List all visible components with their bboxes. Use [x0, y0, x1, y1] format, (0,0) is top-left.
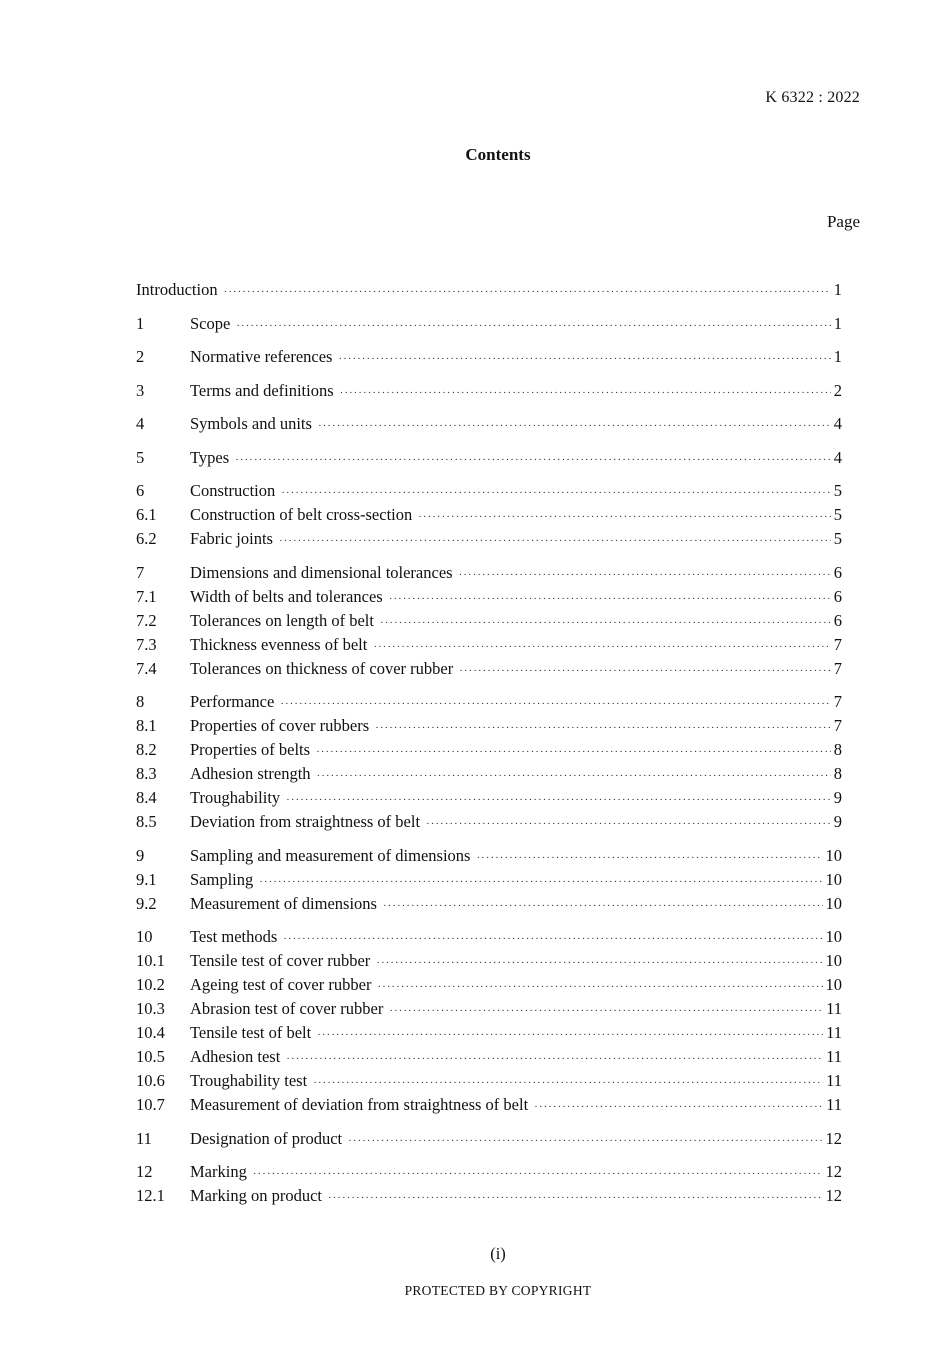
toc-entry[interactable] — [136, 810, 842, 834]
toc-entry-number: 12.1 — [136, 1186, 165, 1205]
toc-entry-page: 8 — [833, 764, 842, 783]
toc-entry[interactable] — [136, 1069, 842, 1093]
toc-entry-number: 10.4 — [136, 1023, 165, 1042]
dot-leader — [280, 692, 830, 716]
toc-entry-label: Tolerances on thickness of cover rubber — [190, 658, 454, 678]
toc-entry-number: 2 — [136, 347, 145, 366]
toc-entry[interactable] — [136, 345, 842, 369]
toc-entry[interactable] — [136, 1160, 842, 1184]
dot-leader — [259, 870, 822, 894]
toc-entry-label: Adhesion test — [190, 1047, 281, 1066]
toc-entry[interactable] — [136, 585, 842, 609]
toc-entry-page: 9 — [833, 788, 842, 807]
toc-entry-label: Test methods — [190, 927, 278, 946]
toc-entry-label: Troughability — [190, 788, 281, 807]
toc-entry[interactable] — [136, 1127, 842, 1151]
toc-entry-label: Deviation from straightness of belt — [190, 812, 421, 831]
toc-entry-page: 4 — [833, 447, 842, 467]
toc-entry-number: 8.4 — [136, 788, 157, 807]
toc-entry-page: 7 — [833, 634, 842, 654]
toc-entry-label: Thickness evenness of belt — [190, 634, 368, 654]
dot-leader — [317, 764, 831, 788]
toc-entry-number: 7.3 — [136, 634, 157, 654]
toc-entry-label: Measurement of deviation from straightness of belt — [190, 1095, 529, 1114]
toc-entry[interactable] — [136, 738, 842, 762]
toc-entry-page: 10 — [825, 869, 842, 889]
toc-entry-label: Tensile test of belt — [190, 1023, 312, 1042]
toc-entry-page: 10 — [825, 975, 842, 994]
toc-entry-label: Designation of product — [190, 1128, 343, 1148]
toc-entry-label: Performance — [190, 692, 275, 711]
toc-entry-page: 10 — [825, 893, 842, 913]
toc-entry[interactable] — [136, 479, 842, 503]
dot-leader — [426, 812, 831, 836]
toc-entry-number: 1 — [136, 313, 145, 333]
toc-entry[interactable] — [136, 412, 842, 436]
toc-entry-page: 6 — [833, 610, 842, 630]
toc-entry[interactable] — [136, 527, 842, 551]
dot-leader — [281, 481, 831, 505]
toc-entry-number: 10.3 — [136, 999, 165, 1018]
dot-leader — [348, 1129, 822, 1153]
toc-entry-label: Sampling and measurement of dimensions — [190, 845, 471, 865]
toc-entry-page: 1 — [833, 313, 842, 333]
dot-leader — [459, 563, 831, 587]
toc-entry-number: 8.5 — [136, 812, 157, 831]
toc-entry-number: 8 — [136, 692, 145, 711]
dot-leader — [286, 788, 831, 812]
dot-leader — [328, 1186, 823, 1210]
toc-entry[interactable] — [136, 949, 842, 973]
toc-entry-number: 3 — [136, 380, 145, 400]
toc-entry-number: 8.3 — [136, 764, 157, 783]
toc-entry[interactable] — [136, 786, 842, 810]
dot-leader — [313, 1071, 823, 1095]
toc-entry-introduction[interactable] — [136, 278, 842, 302]
dot-leader — [235, 448, 831, 472]
page-title: Contents — [465, 145, 531, 164]
toc-entry-label: Symbols and units — [190, 414, 312, 433]
toc-entry-number: 7.4 — [136, 658, 157, 678]
toc-entry[interactable] — [136, 925, 842, 949]
toc-entry-number: 6.1 — [136, 505, 157, 524]
toc-entry[interactable] — [136, 312, 842, 336]
toc-entry-number: 8.1 — [136, 716, 157, 735]
toc-entry-page: 12 — [825, 1162, 842, 1181]
dot-leader — [375, 716, 831, 740]
toc-entry[interactable] — [136, 379, 842, 403]
toc-entry-number: 9.2 — [136, 893, 157, 913]
toc-entry-page: 8 — [833, 740, 842, 759]
toc-entry-number: 10.5 — [136, 1047, 165, 1066]
toc-entry-label: Tolerances on length of belt — [190, 610, 374, 630]
dot-leader — [418, 505, 830, 529]
toc-entry-number: 9 — [136, 845, 145, 865]
toc-entry-number: 8.2 — [136, 740, 157, 759]
toc-entry-number: 6 — [136, 481, 145, 500]
dot-leader — [283, 927, 822, 951]
toc-entry[interactable] — [136, 844, 842, 868]
dot-leader — [279, 529, 831, 553]
toc-entry-label: Tensile test of cover rubber — [190, 951, 371, 970]
dot-leader — [373, 635, 830, 659]
toc-entry-label: Adhesion strength — [190, 764, 311, 783]
table-of-contents — [136, 278, 842, 1208]
toc-entry-label: Construction of belt cross-section — [190, 505, 413, 524]
toc-entry-page: 10 — [825, 845, 842, 865]
dot-leader — [377, 975, 822, 999]
toc-entry-number: 10.1 — [136, 951, 165, 970]
dot-leader — [338, 347, 830, 371]
toc-entry-page: 1 — [833, 280, 842, 299]
toc-entry-number: 10.7 — [136, 1095, 165, 1114]
page-folio: (i) — [490, 1244, 506, 1263]
toc-entry-label: Marking on product — [190, 1186, 322, 1205]
toc-entry-number: 7.2 — [136, 610, 157, 630]
toc-entry[interactable] — [136, 892, 842, 916]
toc-entry-page: 5 — [833, 529, 842, 548]
toc-entry-page: 7 — [833, 716, 842, 735]
toc-entry[interactable] — [136, 503, 842, 527]
toc-entry-label: Sampling — [190, 869, 254, 889]
toc-entry-page: 10 — [825, 927, 842, 946]
toc-entry-number: 10.6 — [136, 1071, 165, 1090]
dot-leader — [459, 659, 831, 683]
toc-entry[interactable] — [136, 1021, 842, 1045]
dot-leader — [318, 414, 831, 438]
toc-entry-number: 10 — [136, 927, 153, 946]
toc-entry-page: 11 — [826, 1047, 842, 1066]
toc-entry-label: Dimensions and dimensional tolerances — [190, 562, 453, 582]
toc-entry-label: Terms and definitions — [190, 380, 334, 400]
toc-entry-page: 12 — [825, 1128, 842, 1148]
copyright-notice: PROTECTED BY COPYRIGHT — [404, 1283, 592, 1298]
toc-entry[interactable] — [136, 868, 842, 892]
toc-entry-label: Fabric joints — [190, 529, 273, 548]
toc-entry-number: 5 — [136, 447, 145, 467]
toc-entry-page: 11 — [826, 1071, 842, 1090]
dot-leader — [224, 280, 831, 304]
toc-entry-label: Measurement of dimensions — [190, 893, 377, 913]
toc-entry-page: 11 — [826, 999, 842, 1018]
toc-entry-page: 7 — [833, 692, 842, 711]
toc-entry-page: 7 — [833, 658, 842, 678]
toc-entry-page: 9 — [833, 812, 842, 831]
toc-entry-page: 11 — [826, 1023, 842, 1042]
toc-entry[interactable] — [136, 1184, 842, 1208]
toc-entry-label: Normative references — [190, 347, 333, 366]
toc-entry-label: Ageing test of cover rubber — [190, 975, 372, 994]
toc-entry-page: 5 — [833, 481, 842, 500]
toc-entry-number: 6.2 — [136, 529, 157, 548]
toc-entry-page: 11 — [826, 1095, 842, 1114]
toc-entry-number: 12 — [136, 1162, 153, 1181]
toc-entry-label: Troughability test — [190, 1071, 308, 1090]
toc-entry-label: Construction — [190, 481, 276, 500]
toc-entry[interactable] — [136, 1045, 842, 1069]
dot-leader — [376, 951, 822, 975]
toc-entry-number: 11 — [136, 1128, 152, 1148]
toc-entry-label: Width of belts and tolerances — [190, 586, 383, 606]
toc-entry-number: 4 — [136, 414, 145, 433]
toc-entry[interactable] — [136, 997, 842, 1021]
toc-entry[interactable] — [136, 633, 842, 657]
dot-leader — [389, 999, 823, 1023]
dot-leader — [286, 1047, 823, 1071]
toc-entry[interactable] — [136, 561, 842, 585]
toc-entry-page: 5 — [833, 505, 842, 524]
toc-entry-label: Types — [190, 447, 230, 467]
toc-entry-page: 4 — [833, 414, 842, 433]
document-id: K 6322 : 2022 — [765, 89, 860, 106]
toc-entry-label: Scope — [190, 313, 231, 333]
dot-leader — [534, 1095, 823, 1119]
dot-leader — [253, 1162, 823, 1186]
toc-entry-page: 1 — [833, 347, 842, 366]
toc-entry-number: 7 — [136, 562, 145, 582]
toc-entry[interactable] — [136, 762, 842, 786]
toc-entry-number: 10.2 — [136, 975, 165, 994]
toc-entry-page: 12 — [825, 1186, 842, 1205]
toc-entry-number: 7.1 — [136, 586, 157, 606]
toc-entry[interactable] — [136, 446, 842, 470]
toc-entry-label: Properties of cover rubbers — [190, 716, 370, 735]
toc-entry-page: 6 — [833, 586, 842, 606]
toc-entry-page: 2 — [833, 380, 842, 400]
toc-entry-page: 6 — [833, 562, 842, 582]
dot-leader — [317, 1023, 823, 1047]
toc-entry[interactable] — [136, 973, 842, 997]
dot-leader — [340, 381, 831, 405]
toc-entry[interactable] — [136, 690, 842, 714]
toc-entry-page: 10 — [825, 951, 842, 970]
dot-leader — [236, 314, 830, 338]
toc-entry[interactable] — [136, 609, 842, 633]
toc-entry-label: Marking — [190, 1162, 247, 1181]
toc-entry-label: Properties of belts — [190, 740, 311, 759]
toc-entry[interactable] — [136, 714, 842, 738]
dot-leader — [316, 740, 831, 764]
toc-entry[interactable] — [136, 657, 842, 681]
toc-entry-label: Introduction — [136, 280, 218, 299]
toc-entry-label: Abrasion test of cover rubber — [190, 999, 384, 1018]
dot-leader — [383, 894, 823, 918]
dot-leader — [476, 846, 822, 870]
page-column-heading: Page — [826, 212, 860, 231]
dot-leader — [380, 611, 831, 635]
toc-entry-number: 9.1 — [136, 869, 157, 889]
dot-leader — [389, 587, 831, 611]
toc-entry[interactable] — [136, 1093, 842, 1117]
